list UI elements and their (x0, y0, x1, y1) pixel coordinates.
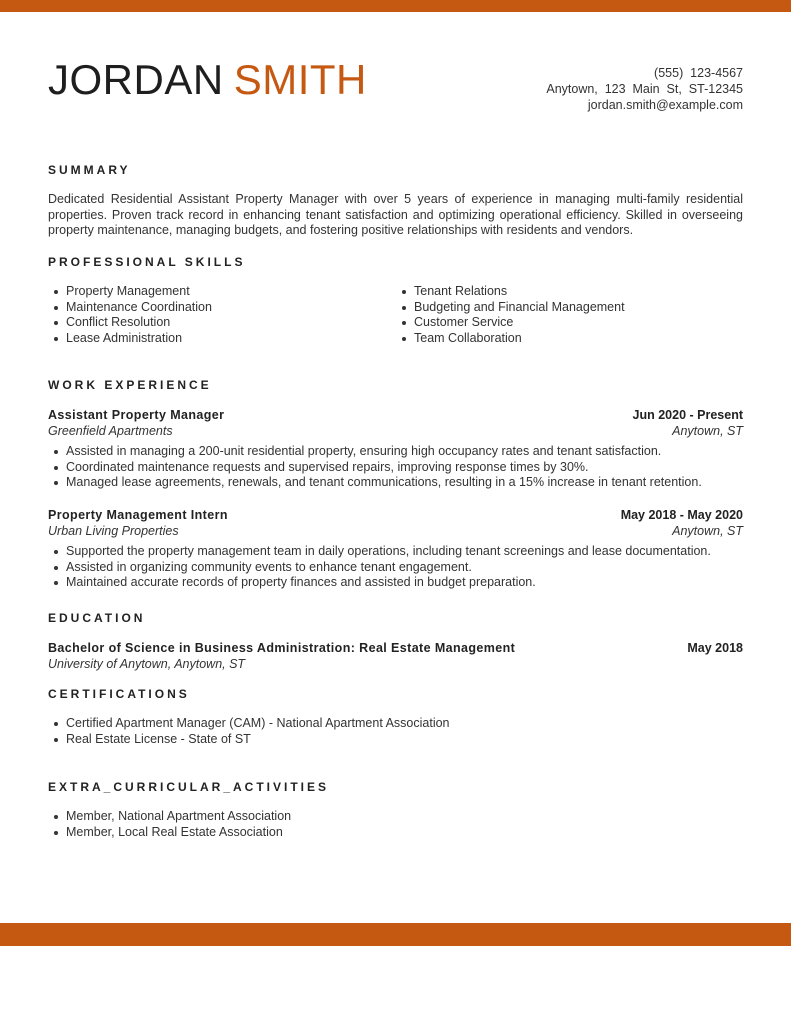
job-title: Property Management Intern (48, 508, 228, 522)
top-accent-bar (0, 0, 791, 12)
education-subheader (48, 657, 743, 673)
activities-list (48, 809, 291, 840)
contact-info (546, 65, 743, 113)
skill-item: Property Management (48, 284, 212, 300)
email: jordan.smith@example.com (587, 98, 743, 112)
skill-item: Lease Administration (48, 331, 212, 347)
skill-item: Budgeting and Financial Management (396, 300, 625, 316)
degree-date: May 2018 (687, 641, 743, 655)
job-bullets (48, 444, 702, 491)
activity-item: Member, National Apartment Association (48, 809, 291, 825)
skill-item: Tenant Relations (396, 284, 625, 300)
job-title: Assistant Property Manager (48, 408, 225, 422)
skill-item: Maintenance Coordination (48, 300, 212, 316)
skills-list-left (48, 284, 212, 346)
certification-item: Real Estate License - State of ST (48, 732, 450, 748)
last-name: SMITH (233, 56, 367, 103)
job-company: Greenfield Apartments (48, 424, 173, 438)
certifications-list (48, 716, 450, 747)
job-bullet: Managed lease agreements, renewals, and tenant communications, resulting in a 15% increase in tenant retention. (48, 475, 702, 491)
certification-item: Certified Apartment Manager (CAM) - National Apartment Association (48, 716, 450, 732)
degree: Bachelor of Science in Business Administration: Real Estate Management (48, 641, 516, 655)
job-subheader (48, 524, 743, 540)
job-bullet: Maintained accurate records of property finances and assisted in budget preparation. (48, 575, 711, 591)
skill-item: Customer Service (396, 315, 625, 331)
job-company: Urban Living Properties (48, 524, 179, 538)
activity-item: Member, Local Real Estate Association (48, 825, 291, 841)
summary-text: Dedicated Residential Assistant Property Manager with over 5 years of experience in managing multi-family residential properties. Proven track record in enhancing tenant satisfaction and optimizing operational efficiency. Skilled in overseeing property maintenance, managing budgets, and fostering positive relationships with residents and vendors. (48, 192, 743, 237)
skills-heading: PROFESSIONAL SKILLS (48, 255, 246, 269)
activities-heading: EXTRA_CURRICULAR_ACTIVITIES (48, 780, 330, 794)
job-bullets (48, 544, 711, 591)
job-location: Anytown, ST (672, 424, 743, 438)
job-header (48, 508, 743, 524)
job-dates: Jun 2020 - Present (632, 408, 743, 422)
job-bullet: Assisted in managing a 200-unit residential property, ensuring high occupancy rates and tenant satisfaction. (48, 444, 702, 460)
summary-heading: SUMMARY (48, 163, 131, 177)
skills-list-right (396, 284, 625, 346)
job-bullet: Assisted in organizing community events to enhance tenant engagement. (48, 560, 711, 576)
job-bullet: Coordinated maintenance requests and supervised repairs, improving response times by 30%. (48, 460, 702, 476)
job-header (48, 408, 743, 424)
experience-heading: WORK EXPERIENCE (48, 378, 212, 392)
education-header (48, 641, 743, 657)
phone: (555) 123-4567 (654, 66, 743, 80)
skill-item: Team Collaboration (396, 331, 625, 347)
school: University of Anytown, Anytown, ST (48, 657, 246, 671)
skill-item: Conflict Resolution (48, 315, 212, 331)
job-subheader (48, 424, 743, 440)
education-heading: EDUCATION (48, 611, 146, 625)
first-name: JORDAN (48, 56, 224, 103)
job-bullet: Supported the property management team in daily operations, including tenant screenings and lease documentation. (48, 544, 711, 560)
certifications-heading: CERTIFICATIONS (48, 687, 190, 701)
job-dates: May 2018 - May 2020 (620, 508, 743, 522)
bottom-accent-bar (0, 923, 791, 946)
candidate-name (48, 58, 367, 102)
address: Anytown, 123 Main St, ST-12345 (546, 82, 743, 96)
job-location: Anytown, ST (672, 524, 743, 538)
